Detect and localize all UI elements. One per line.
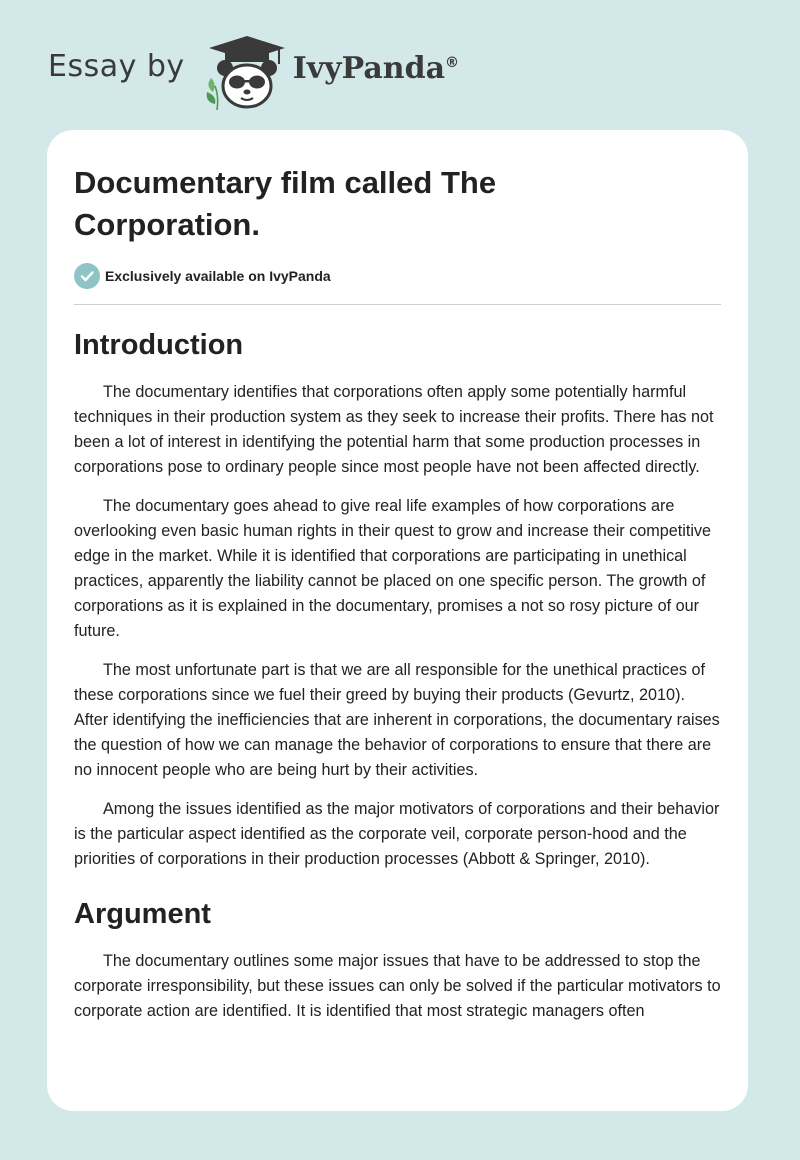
section-heading: Argument (74, 898, 211, 930)
checkmark-icon (74, 263, 100, 289)
article-card (47, 130, 748, 1111)
site-header (48, 30, 548, 110)
exclusive-badge (74, 262, 721, 290)
page-title: Documentary film called The Corporation. (74, 165, 497, 242)
paragraph: The most unfortunate part is that we are all responsible for the unethical practices of these corporations since we fuel their greed by buying their products (Gevurtz, 2010). After identifying the inefficiencies that are inherent in corporations, the documentary raises the question of how we can manage the behavior of corporations to ensure that there are no innocent people who are being hurt by their activities. (74, 661, 720, 779)
paragraph: Among the issues identified as the major motivators of corporations and their behavior is the particular aspect identified as the corporate veil, corporate person-hood and the priorities of corporations in their production processes (Abbott & Springer, 2010). (74, 800, 720, 868)
section-introduction (74, 325, 721, 872)
paragraph: The documentary goes ahead to give real life examples of how corporations are overlooking even basic human rights in their quest to grow and increase their competitive edge in the market. While it is identified that corporations are participating in unethical practices, apparently the liability cannot be placed on one specific person. The growth of corporations as it is explained in the documentary, promises a not so rosy picture of our future. (74, 497, 712, 640)
paragraph: The documentary outlines some major issues that have to be addressed to stop the corporate irresponsibility, but these issues can only be solved if the particular motivators to corporate action are identified. It is identified that most strategic managers often (74, 952, 721, 1020)
paragraph: The documentary identifies that corporations often apply some potentially harmful techniques in their production system as they seek to increase their profits. There has not been a lot of interest in identifying the potential harm that some production processes in corporations pose to ordinary people since most people have not been affected directly. (74, 383, 714, 476)
panda-graduate-icon[interactable] (199, 30, 287, 110)
essay-by-label: Essay by (48, 48, 185, 84)
section-heading: Introduction (74, 329, 244, 361)
badge-label: Exclusively available on IvyPanda (105, 268, 331, 284)
registered-mark: ® (445, 54, 460, 71)
section-argument (74, 894, 721, 1024)
brand-name[interactable]: IvyPanda® (292, 50, 460, 86)
divider (74, 304, 721, 305)
